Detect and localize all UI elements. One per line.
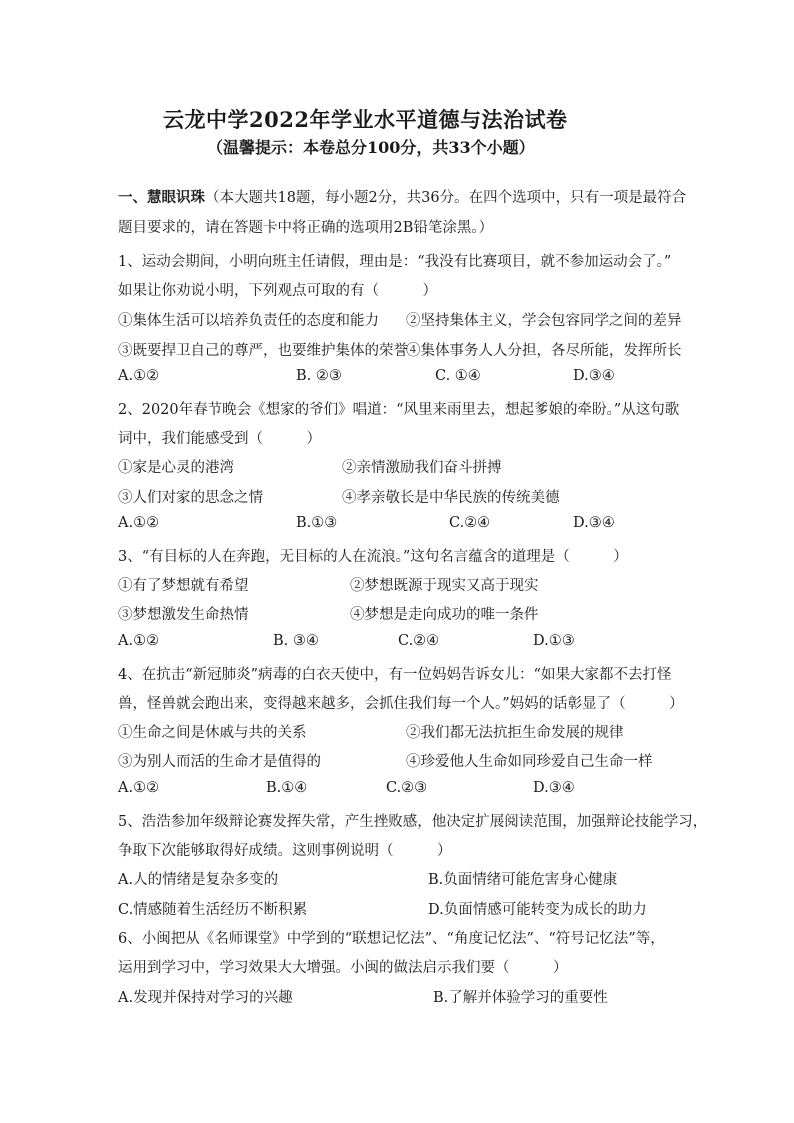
question-stem: 3、“有目标的人在奔跑，无目标的人在流浪。”这句名言蕴含的道理是（ ） <box>118 549 628 565</box>
answer-option: A.①② <box>118 515 160 531</box>
statement: ②坚持集体主义，学会包容同学之间的差异 <box>406 313 682 329</box>
statement: ④集体事务人人分担，各尽所能，发挥所长 <box>406 343 682 359</box>
answer-option: C.②④ <box>398 633 440 649</box>
statement: ③为别人而活的生命才是值得的 <box>118 754 321 770</box>
question-stem: 兽，怪兽就会跑出来，变得越来越多，会抓住我们每一个人。”妈妈的话彰显了（ ） <box>118 696 684 712</box>
answer-option: A.①② <box>118 368 160 384</box>
answer-option: B.①④ <box>266 780 308 796</box>
statement: ②梦想既源于现实又高于现实 <box>350 578 539 594</box>
statement: ②我们都无法抗拒生命发展的规律 <box>406 725 624 741</box>
answer-option: C. ①④ <box>435 368 481 384</box>
question-stem: 5、浩浩参加年级辩论赛发挥失常，产生挫败感，他决定扩展阅读范围，加强辩论技能学习， <box>118 814 708 830</box>
statement: ③既要捍卫自己的尊严，也要维护集体的荣誉 <box>118 343 408 359</box>
exam-subtitle: （温馨提示：本卷总分100分，共33个小题） <box>207 138 535 157</box>
section-heading <box>118 186 686 207</box>
answer-option: A.①② <box>118 780 160 796</box>
answer-option: D.①③ <box>533 633 575 649</box>
statement: ①生命之间是休戚与共的关系 <box>118 725 307 741</box>
answer-option: D.负面情感可能转变为成长的助力 <box>428 902 647 918</box>
answer-option: A.发现并保持对学习的兴趣 <box>118 990 293 1006</box>
statement: ④珍爱他人生命如同珍爱自己生命一样 <box>406 754 653 770</box>
answer-option: D.③④ <box>573 515 615 531</box>
question-stem: 2、2020年春节晚会《想家的爷们》唱道：“风里来雨里去，想起爹娘的牵盼。”从这句歌 <box>118 402 680 418</box>
answer-option: D.③④ <box>573 368 615 384</box>
answer-option: B. ③④ <box>273 633 319 649</box>
question-stem: 词中，我们能感受到（ ） <box>118 431 321 447</box>
statement: ②亲情激励我们奋斗拼搏 <box>342 460 502 476</box>
answer-option: B.负面情绪可能危害身心健康 <box>428 872 618 888</box>
statement: ③人们对家的思念之情 <box>118 490 263 506</box>
statement: ①有了梦想就有希望 <box>118 578 249 594</box>
answer-option: A.人的情绪是复杂多变的 <box>118 872 279 888</box>
answer-option: B.了解并体验学习的重要性 <box>433 990 608 1006</box>
question-stem: 4、在抗击“新冠肺炎”病毒的白衣天使中，有一位妈妈告诉女儿：“如果大家都不去打怪 <box>118 667 672 683</box>
answer-option: A.①② <box>118 633 160 649</box>
section-intro-line-2: 题目要求的，请在答题卡中将正确的选项用2B铅笔涂黑。） <box>118 220 494 236</box>
question-stem: 6、小闽把从《名师课堂》中学到的“联想记忆法”、“角度记忆法”、“符号记忆法”等， <box>118 931 665 947</box>
answer-option: C.情感随着生活经历不断积累 <box>118 902 308 918</box>
answer-option: C.②③ <box>386 780 428 796</box>
statement: ①集体生活可以培养负责任的态度和能力 <box>118 313 379 329</box>
section-intro-line-1: （本大题共18题，每小题2分，共36分。在四个选项中，只有一项是最符合 <box>205 190 687 206</box>
statement: ④孝亲敬长是中华民族的传统美德 <box>342 490 560 506</box>
answer-option: D.③④ <box>533 780 575 796</box>
statement: ④梦想是走向成功的唯一条件 <box>350 607 539 623</box>
answer-option: B. ②③ <box>296 368 342 384</box>
answer-option: C.②④ <box>449 515 491 531</box>
question-stem: 如果让你劝说小明，下列观点可取的有（ ） <box>118 283 437 299</box>
answer-option: B.①③ <box>296 515 338 531</box>
question-stem: 运用到学习中，学习效果大大增强。小闽的做法启示我们要（ ） <box>118 960 568 976</box>
exam-title: 云龙中学2022年学业水平道德与法治试卷 <box>163 107 568 132</box>
question-stem: 1、运动会期间，小明向班主任请假，理由是：“我没有比赛项目，就不参加运动会了。” <box>118 254 672 270</box>
question-stem: 争取下次能够取得好成绩。这则事例说明（ ） <box>118 843 452 859</box>
section-label: 一、慧眼识珠 <box>118 189 205 206</box>
statement: ③梦想激发生命热情 <box>118 607 249 623</box>
statement: ①家是心灵的港湾 <box>118 460 234 476</box>
